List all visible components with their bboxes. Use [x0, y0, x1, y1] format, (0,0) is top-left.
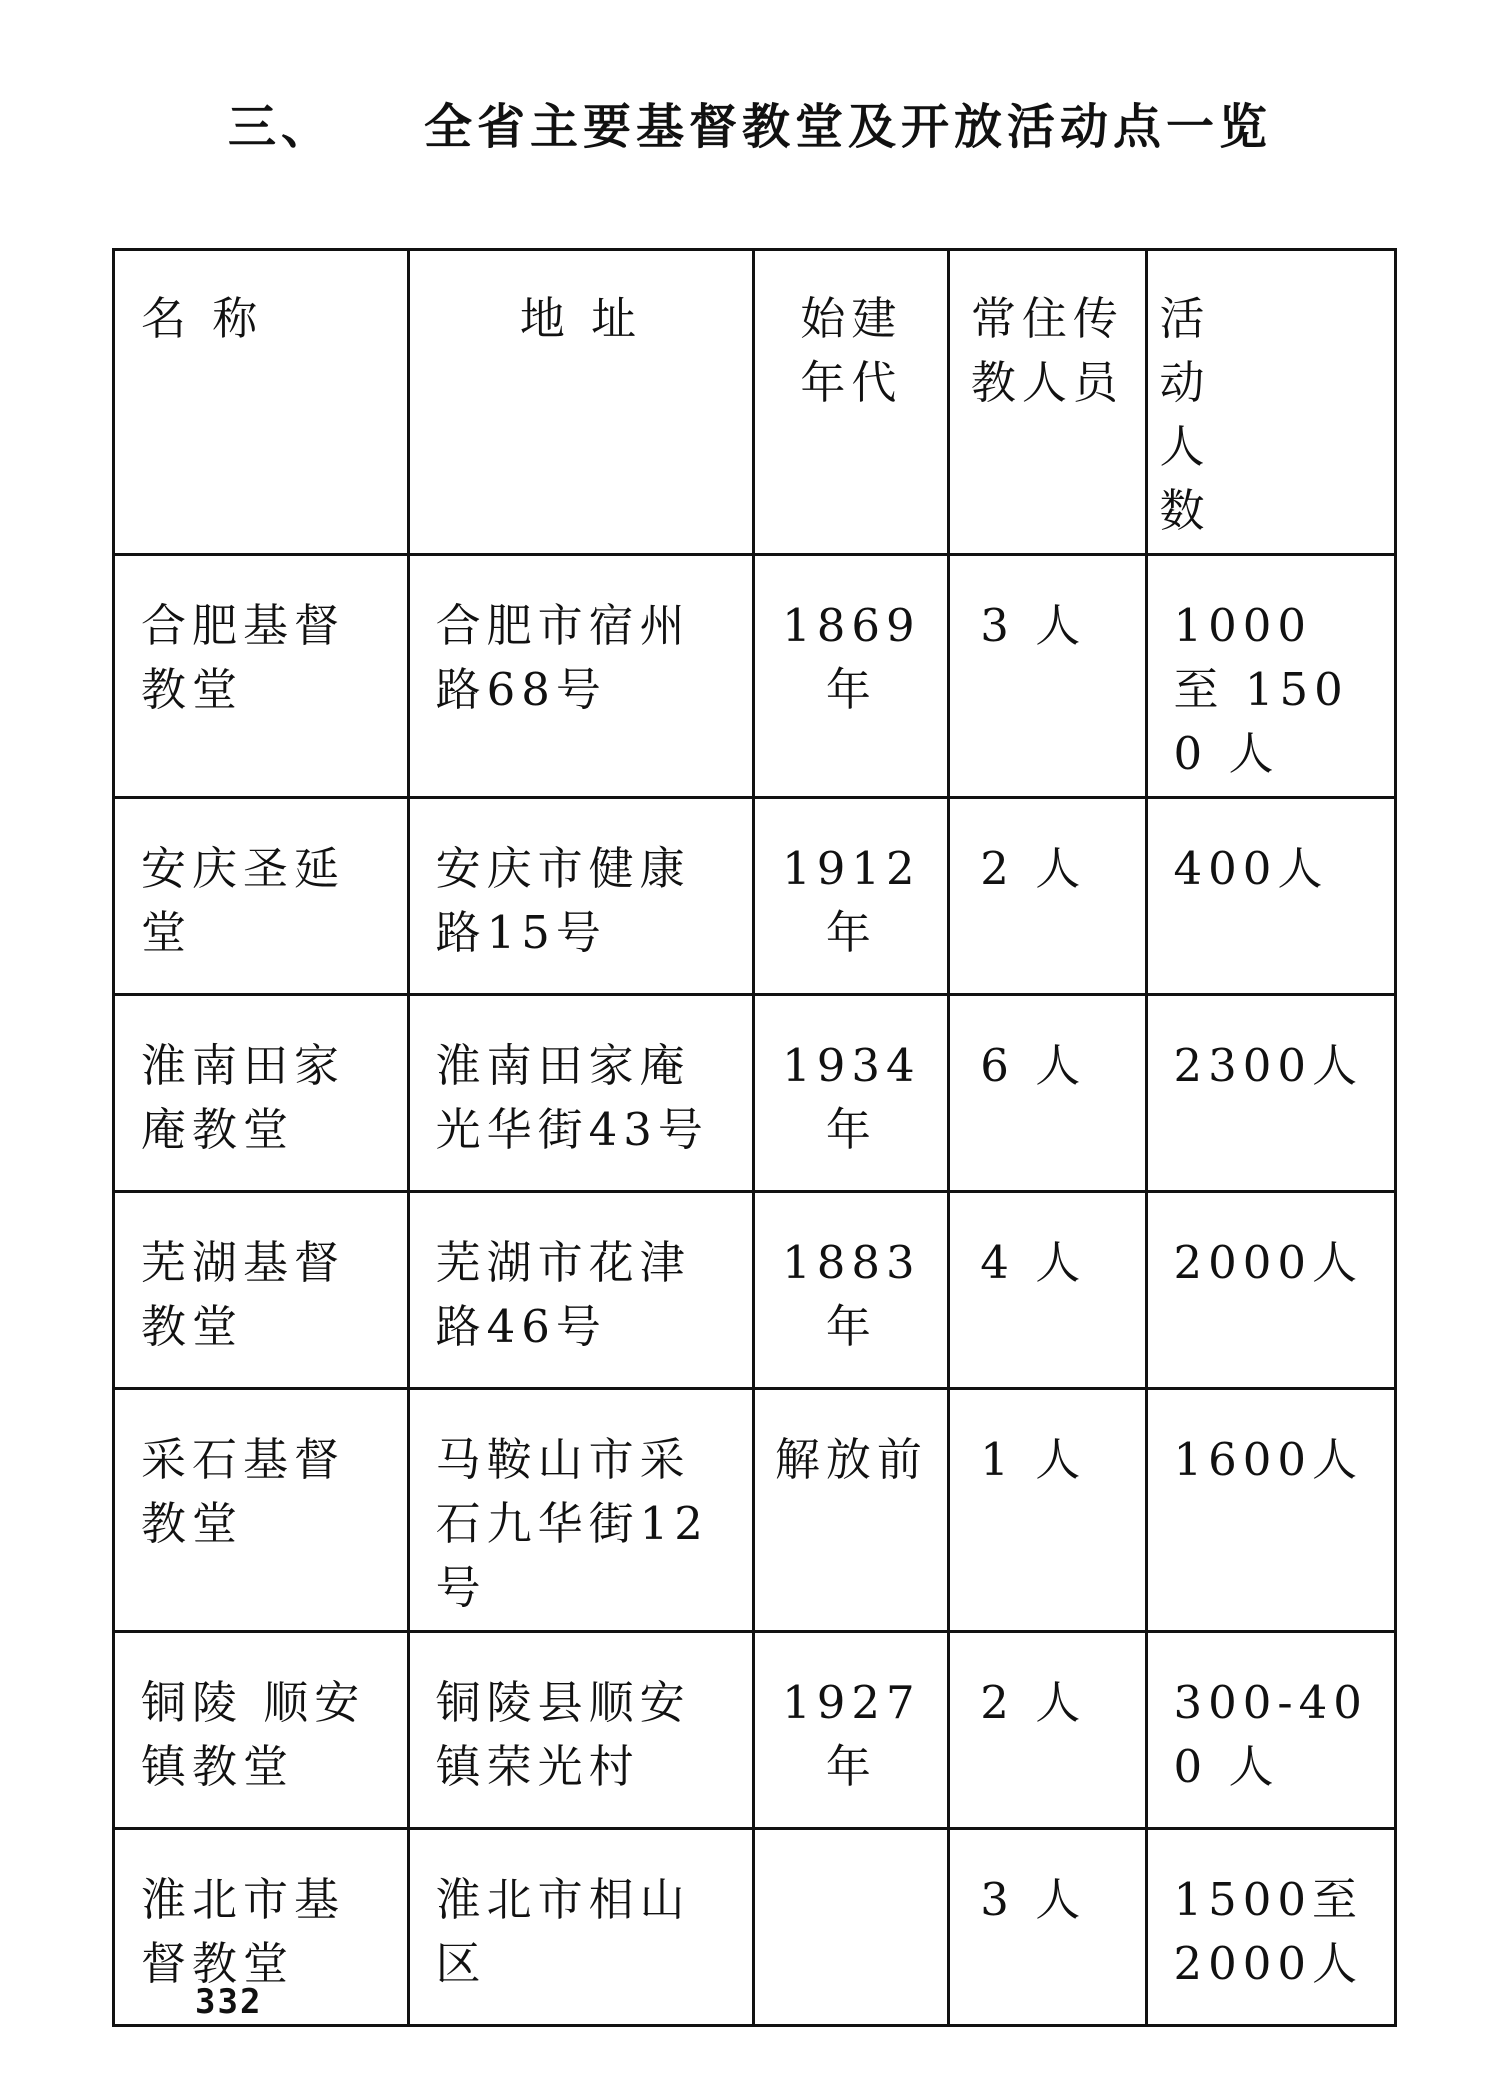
- header-year-line1: 始建: [800, 292, 903, 345]
- church-count: 1600人: [1146, 1389, 1395, 1632]
- church-count: 300-400 人: [1146, 1632, 1395, 1829]
- church-year: [754, 1829, 949, 2026]
- church-count: 2000人: [1146, 1192, 1395, 1389]
- header-year: [754, 250, 949, 555]
- church-name: 采石基督教堂: [114, 1389, 409, 1632]
- church-name: 铜陵 顺安镇教堂: [114, 1632, 409, 1829]
- page-number: 332: [195, 1982, 263, 2022]
- church-count: 1500至2000人: [1146, 1829, 1395, 2026]
- church-count: 2300人: [1146, 995, 1395, 1192]
- church-count: 400人: [1146, 798, 1395, 995]
- church-count: 1000 至 1500 人: [1146, 555, 1395, 798]
- table-row: [114, 1389, 1396, 1632]
- header-count-line2: 人 数: [1159, 420, 1253, 537]
- church-staff: 1 人: [949, 1389, 1146, 1632]
- church-name: 淮南田家庵教堂: [114, 995, 409, 1192]
- header-count-line1: 活 动: [1159, 292, 1253, 409]
- table-row: [114, 995, 1396, 1192]
- table-row: [114, 1192, 1396, 1389]
- header-staff: [949, 250, 1146, 555]
- church-staff: 4 人: [949, 1192, 1146, 1389]
- church-staff: 3 人: [949, 555, 1146, 798]
- table-row: [114, 1632, 1396, 1829]
- church-year: 1927年: [754, 1632, 949, 1829]
- church-name: 安庆圣延堂: [114, 798, 409, 995]
- church-name: 淮北市基督教堂: [114, 1829, 409, 2026]
- header-address: 地 址: [408, 250, 754, 555]
- section-title: 全省主要基督教堂及开放活动点一览: [424, 99, 1273, 155]
- page-title: [0, 88, 1500, 157]
- churches-table: [112, 248, 1397, 2027]
- church-name: 合肥基督教堂: [114, 555, 409, 798]
- church-staff: 3 人: [949, 1829, 1146, 2026]
- church-address: 马鞍山市采石九华街12号: [408, 1389, 754, 1632]
- church-year: 解放前: [754, 1389, 949, 1632]
- church-address: 合肥市宿州路68号: [408, 555, 754, 798]
- header-count: [1146, 250, 1395, 555]
- church-name: 芜湖基督教堂: [114, 1192, 409, 1389]
- header-year-line2: 年代: [800, 356, 903, 409]
- table-row: [114, 1829, 1396, 2026]
- table-row: [114, 555, 1396, 798]
- church-staff: 2 人: [949, 798, 1146, 995]
- church-staff: 6 人: [949, 995, 1146, 1192]
- church-address: 淮北市相山区: [408, 1829, 754, 2026]
- table-row: [114, 798, 1396, 995]
- table-header-row: [114, 250, 1396, 555]
- church-address: 安庆市健康路15号: [408, 798, 754, 995]
- church-year: 1869年: [754, 555, 949, 798]
- church-year: 1912年: [754, 798, 949, 995]
- header-staff-line2: 教人员: [970, 356, 1124, 409]
- header-name: 名 称: [114, 250, 409, 555]
- church-address: 淮南田家庵光华街43号: [408, 995, 754, 1192]
- church-year: 1883年: [754, 1192, 949, 1389]
- section-number: 三、: [227, 99, 334, 155]
- church-year: 1934年: [754, 995, 949, 1192]
- church-address: 铜陵县顺安镇荣光村: [408, 1632, 754, 1829]
- church-address: 芜湖市花津路46号: [408, 1192, 754, 1389]
- header-staff-line1: 常住传: [970, 292, 1124, 345]
- church-staff: 2 人: [949, 1632, 1146, 1829]
